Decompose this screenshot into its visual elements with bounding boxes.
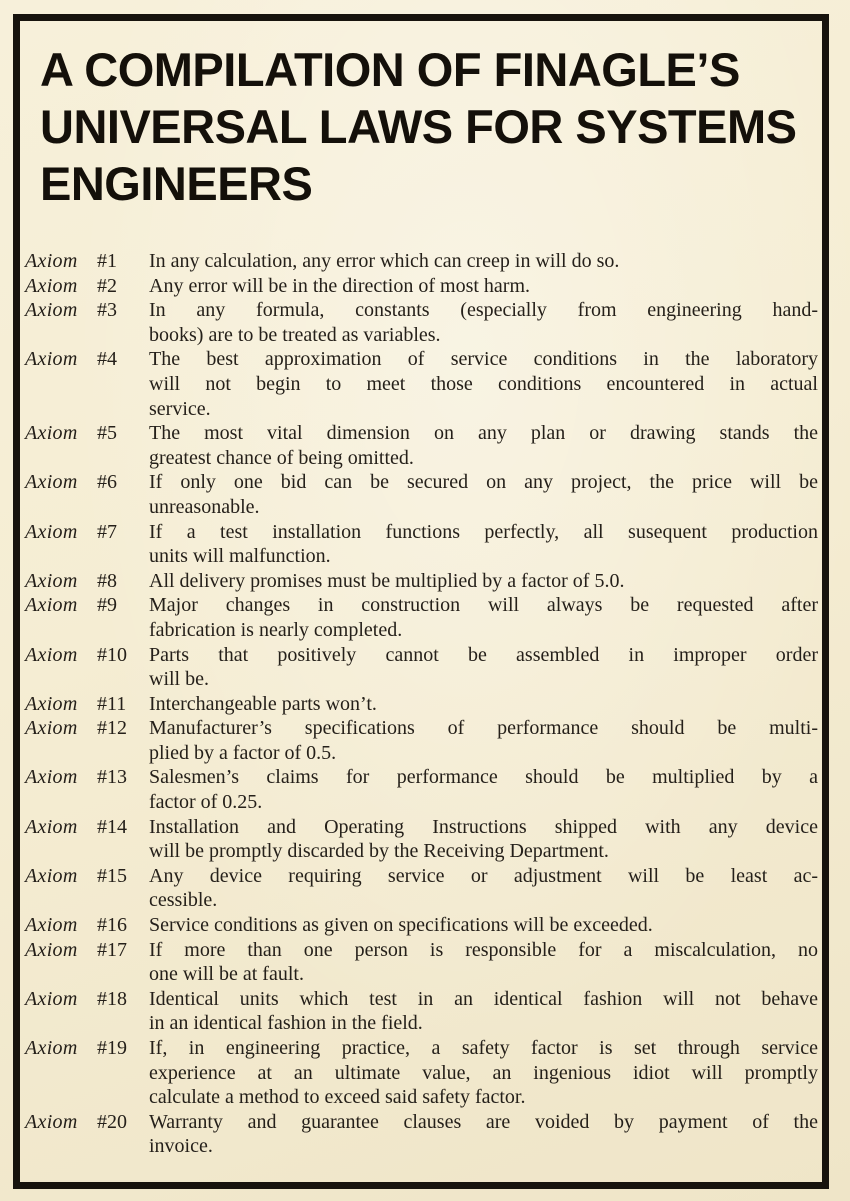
axiom-text-line: will be promptly discarded by the Receiving Department. (149, 840, 609, 863)
axiom-label: Axiom (25, 987, 78, 1010)
axiom-row (25, 765, 818, 814)
axiom-text-line: one will be at fault. (149, 963, 304, 986)
axiom-text (149, 569, 818, 594)
axiom-text-line: If, in engineering practice, a safety factor is set through service (149, 1037, 818, 1059)
axiom-row (25, 421, 818, 470)
axiom-number: #4 (97, 348, 117, 371)
axiom-number: #12 (97, 717, 127, 740)
axiom-text-line: factor of 0.25. (149, 791, 263, 814)
axiom-text-line: fabrication is nearly completed. (149, 618, 403, 641)
axiom-row (25, 520, 818, 569)
axiom-row (25, 569, 818, 594)
axiom-row (25, 913, 818, 938)
axiom-number: #19 (97, 1037, 127, 1059)
axiom-label: Axiom (25, 914, 78, 937)
axiom-text-line: unreasonable. (149, 495, 260, 518)
axiom-text-line: Identical units which test in an identical fashion will not behave (149, 987, 818, 1010)
axiom-label: Axiom (25, 594, 78, 617)
axiom-number: #13 (97, 766, 127, 789)
axiom-text (149, 815, 818, 864)
axiom-text-line: in an identical fashion in the field. (149, 1012, 423, 1035)
page-title-line: A COMPILATION OF FINAGLE’S (40, 43, 740, 96)
axiom-label: Axiom (25, 1037, 78, 1059)
axiom-text-line: Any device requiring service or adjustment will be least ac- (149, 864, 818, 887)
axiom-row (25, 692, 818, 717)
axiom-number: #1 (97, 250, 117, 272)
axiom-label: Axiom (25, 520, 78, 543)
axiom-label: Axiom (25, 864, 78, 887)
axiom-label: Axiom (25, 643, 78, 666)
axiom-number: #17 (97, 938, 127, 961)
axiom-text-line: plied by a factor of 0.5. (149, 741, 337, 764)
axiom-text-line: will be. (149, 668, 209, 691)
axiom-number: #20 (97, 1110, 127, 1133)
axiom-text (149, 643, 818, 692)
axiom-row (25, 864, 818, 913)
axiom-label: Axiom (25, 274, 78, 297)
axiom-row (25, 347, 818, 421)
axiom-label: Axiom (25, 422, 78, 445)
axiom-text-line: If more than one person is responsible for a miscalculation, no (149, 938, 818, 961)
axiom-number: #18 (97, 987, 127, 1010)
axiom-text-line: All delivery promises must be multiplied by a factor of 5.0. (149, 569, 625, 592)
axiom-list (25, 249, 818, 1159)
page-title (40, 41, 808, 212)
axiom-row (25, 470, 818, 519)
axiom-number: #5 (97, 422, 117, 445)
axiom-text-line: The most vital dimension on any plan or drawing stands the (149, 422, 818, 445)
axiom-text-line: Manufacturer’s specifications of performance should be multi- (149, 717, 818, 740)
axiom-label: Axiom (25, 1110, 78, 1133)
axiom-label: Axiom (25, 766, 78, 789)
axiom-text-line: units will malfunction. (149, 545, 331, 568)
axiom-row (25, 938, 818, 987)
axiom-number: #16 (97, 914, 127, 937)
axiom-text-line: In any calculation, any error which can creep in will do so. (149, 250, 620, 272)
axiom-number: #3 (97, 299, 117, 322)
axiom-text-line: Any error will be in the direction of most harm. (149, 274, 531, 297)
axiom-number: #11 (97, 692, 127, 715)
page-border-frame (13, 14, 829, 1189)
axiom-text-line: Installation and Operating Instructions shipped with any device (149, 815, 818, 838)
axiom-text (149, 347, 818, 421)
axiom-text (149, 1036, 818, 1110)
axiom-row (25, 1036, 818, 1110)
axiom-label: Axiom (25, 717, 78, 740)
axiom-text-line: The best approximation of service conditions in the laboratory (149, 348, 818, 371)
axiom-text (149, 421, 818, 470)
axiom-text-line: If a test installation functions perfectly, all susequent production (149, 520, 818, 543)
axiom-text-line: experience at an ultimate value, an ingenious idiot will promptly (149, 1061, 818, 1084)
axiom-text (149, 987, 818, 1036)
page-title-line: ENGINEERS (40, 157, 313, 210)
axiom-label: Axiom (25, 692, 78, 715)
axiom-text (149, 249, 818, 274)
axiom-number: #9 (97, 594, 117, 617)
axiom-row (25, 1110, 818, 1159)
axiom-label: Axiom (25, 938, 78, 961)
axiom-number: #7 (97, 520, 117, 543)
axiom-row (25, 987, 818, 1036)
axiom-text-line: Parts that positively cannot be assembled in improper order (149, 643, 818, 666)
page-title-line: UNIVERSAL LAWS FOR SYSTEMS (40, 100, 797, 153)
axiom-row (25, 593, 818, 642)
axiom-text-line: cessible. (149, 889, 218, 912)
axiom-text (149, 716, 818, 765)
axiom-text-line: In any formula, constants (especially from engineering hand- (149, 299, 818, 322)
axiom-text (149, 938, 818, 987)
axiom-row (25, 643, 818, 692)
axiom-text (149, 913, 818, 938)
axiom-row (25, 716, 818, 765)
axiom-text-line: greatest chance of being omitted. (149, 446, 414, 469)
axiom-text-line: books) are to be treated as variables. (149, 323, 441, 346)
axiom-row (25, 249, 818, 274)
axiom-row (25, 274, 818, 299)
axiom-text-line: If only one bid can be secured on any project, the price will be (149, 471, 818, 494)
axiom-text (149, 470, 818, 519)
axiom-text-line: invoice. (149, 1135, 213, 1158)
axiom-text-line: service. (149, 397, 211, 420)
axiom-text-line: Service conditions as given on specifications will be exceeded. (149, 914, 653, 937)
axiom-number: #8 (97, 569, 117, 592)
axiom-text (149, 864, 818, 913)
axiom-label: Axiom (25, 815, 78, 838)
axiom-label: Axiom (25, 569, 78, 592)
axiom-text (149, 692, 818, 717)
axiom-number: #15 (97, 864, 127, 887)
axiom-text (149, 274, 818, 299)
axiom-text-line: Interchangeable parts won’t. (149, 692, 377, 715)
axiom-label: Axiom (25, 299, 78, 322)
axiom-text-line: calculate a method to exceed said safety factor. (149, 1086, 526, 1109)
axiom-number: #14 (97, 815, 127, 838)
axiom-text (149, 520, 818, 569)
axiom-number: #10 (97, 643, 127, 666)
axiom-number: #6 (97, 471, 117, 494)
axiom-text (149, 765, 818, 814)
axiom-text-line: Salesmen’s claims for performance should be multiplied by a (149, 766, 818, 789)
axiom-label: Axiom (25, 250, 78, 272)
axiom-label: Axiom (25, 471, 78, 494)
axiom-label: Axiom (25, 348, 78, 371)
axiom-text-line: Major changes in construction will always be requested after (149, 594, 818, 617)
axiom-number: #2 (97, 274, 117, 297)
axiom-text (149, 593, 818, 642)
axiom-row (25, 815, 818, 864)
axiom-text (149, 298, 818, 347)
axiom-text-line: will not begin to meet those conditions encountered in actual (149, 372, 818, 395)
axiom-row (25, 298, 818, 347)
axiom-text-line: Warranty and guarantee clauses are voided by payment of the (149, 1110, 818, 1133)
axiom-text (149, 1110, 818, 1159)
